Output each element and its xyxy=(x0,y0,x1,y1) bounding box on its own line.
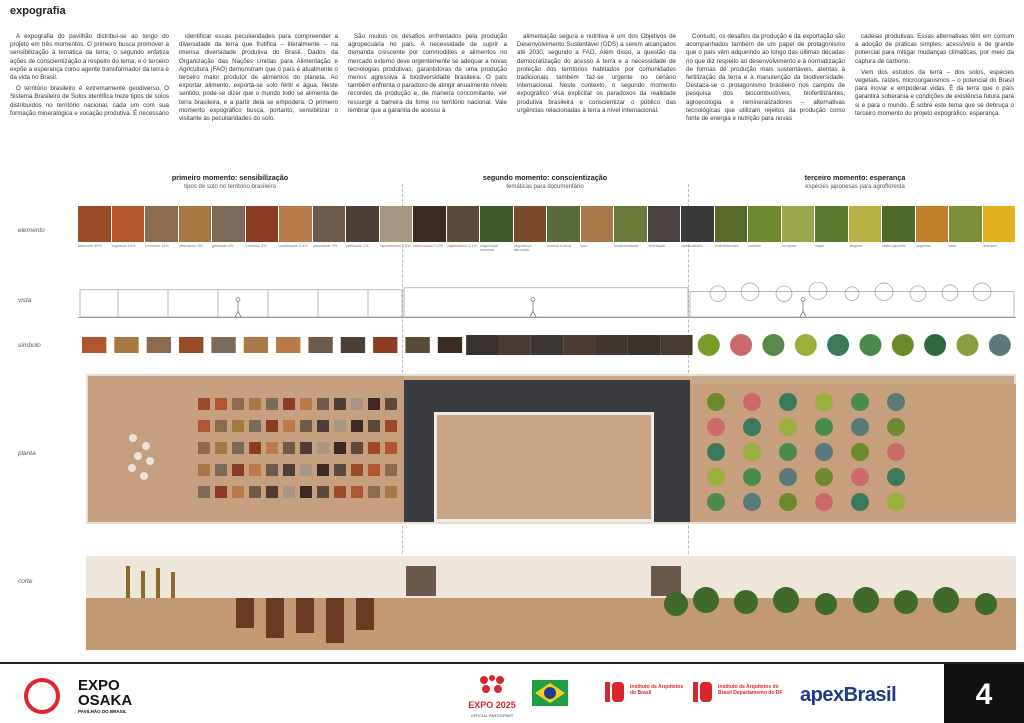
soil-block xyxy=(266,442,278,454)
soil-block xyxy=(317,398,329,410)
paragraph: identificar essas peculiaridades para compreender a diversidade da terra que frutifica – literalmente – na imensa diversidade produtiva do Brasil. Dados da Organização das Nações Unidas para Alimentação e Agricultura (FAO) demonstram que o país é atualmente o terceiro maior produtor de alimentos do planeta. Ao exportar alimento, exporta-se solo fértil e água. Neste sentido, pode-se dizer que o mundo todo se alimenta de terra brasileira, e a partir dela se empodera. O primeiro momento expográfico busca, portanto, sensibilizar o visitante às peculiaridades do solo. xyxy=(179,33,338,122)
element-label: segurança alimentar xyxy=(513,244,532,253)
soil-block xyxy=(283,398,295,410)
element-label: dekopon xyxy=(982,244,998,248)
soil-block xyxy=(266,420,278,432)
soil-block xyxy=(368,420,380,432)
plant-crown xyxy=(851,393,869,411)
element-label: nogueira xyxy=(915,244,931,248)
element-label: gleissolo 4% xyxy=(212,244,234,248)
expo-label: EXPO xyxy=(78,677,120,694)
iab-brasil-logo xyxy=(604,678,684,708)
soil-block xyxy=(198,442,210,454)
element-label: cedro japonês xyxy=(882,244,906,248)
plan-zone-conscientizacao xyxy=(404,380,690,522)
text-columns xyxy=(10,33,1014,163)
soil-block xyxy=(385,442,397,454)
page-number: 4 xyxy=(944,664,1024,723)
soil-block xyxy=(283,464,295,476)
symbol-swatch xyxy=(892,334,914,356)
soil-block xyxy=(283,486,295,498)
plant-crown xyxy=(707,393,725,411)
element-label: caqui xyxy=(815,244,825,248)
element-label: cerejeira xyxy=(781,244,797,248)
symbol-swatch xyxy=(438,337,462,353)
plant-crown xyxy=(779,418,797,436)
plant-crown xyxy=(815,468,833,486)
plant-crown xyxy=(887,393,905,411)
row-label-simbolo: símbolo xyxy=(18,342,41,349)
text-column-5 xyxy=(686,33,845,163)
projection-room xyxy=(434,412,654,522)
expo-osaka-wordmark xyxy=(78,678,132,715)
symbol-swatch xyxy=(762,334,784,356)
element-image xyxy=(447,206,481,242)
element-image xyxy=(614,206,648,242)
element-label: organossolo 0,1% xyxy=(446,244,477,248)
moment-title: segundo momento: conscientização xyxy=(482,173,608,182)
moment-1-heading xyxy=(150,173,310,190)
paragraph: alimentação segura e nutritiva é um dos Objetivos de Desenvolvimento Sustentável (ODS) a serem alcançados até 2030, segundo a FAO. Além disso, a questão da democratização do acesso à terra e a necessidade de proteção dos territórios habitados por comunidades tradicionais também faz-se urgente no cenário internacional. Neste contexto, o segundo momento expográfico visa explicitar os paradoxos da realidade produtiva brasileira e conscientizar o público das urgências relacionadas à terra a nível internacional. xyxy=(517,33,676,114)
expo-2025-text: EXPO 2025 xyxy=(468,700,516,710)
soil-block xyxy=(232,464,244,476)
text-column-6 xyxy=(855,33,1014,163)
soil-block xyxy=(351,398,363,410)
element-image xyxy=(112,206,146,242)
soil-block xyxy=(300,486,312,498)
symbol-swatch xyxy=(563,335,595,355)
soil-block xyxy=(215,442,227,454)
element-image xyxy=(815,206,849,242)
soil-block xyxy=(215,398,227,410)
plant-crown xyxy=(779,393,797,411)
soil-block xyxy=(351,420,363,432)
symbol-swatch xyxy=(956,334,978,356)
plan-zone-sensibilizacao xyxy=(88,376,404,522)
soil-block xyxy=(334,442,346,454)
paragraph: São muitos os desafios enfrentados pela produção agropecuária no país. A necessidade de suprir a demanda crescente por commodities e alimentos no mercado externo deve urgentemente se adequar a novas tecnologias produtivas, garantidoras de uma produção menos agressiva à biodiversidade brasileira. O país também enfrenta o paradoxo de atingir anualmente níveis recordes de produção e, de maneira concomitante, ver ressurgir a barreira da fome no território nacional. Vale lembrar que a garantia de acesso à xyxy=(348,33,507,114)
plant-crown xyxy=(887,468,905,486)
element-image xyxy=(313,206,347,242)
plant-beds-plan xyxy=(690,384,1016,522)
soil-block xyxy=(249,464,261,476)
plant-crown xyxy=(743,443,761,461)
symbol-swatch xyxy=(179,337,203,353)
symbol-swatch xyxy=(114,337,138,353)
moment-title: terceiro momento: esperança xyxy=(804,173,906,182)
plant-crown xyxy=(707,443,725,461)
moment-subtitle: tipos de solo no território brasileiro xyxy=(184,184,276,190)
row-label-vista: vista xyxy=(18,297,32,304)
symbol-swatch xyxy=(730,334,752,356)
element-image xyxy=(179,206,213,242)
plant-crown xyxy=(707,418,725,436)
expo-2025-mark-icon xyxy=(478,674,506,696)
soil-block xyxy=(198,420,210,432)
official-participant: OFFICIAL PARTICIPANT xyxy=(470,714,514,718)
element-image xyxy=(648,206,682,242)
element-image xyxy=(882,206,916,242)
element-label: segurança nacional xyxy=(480,244,498,253)
soil-block xyxy=(215,420,227,432)
row-label-elemento: elemento xyxy=(18,227,45,234)
element-label: neossolo 14% xyxy=(145,244,169,248)
element-image xyxy=(413,206,447,242)
text-column-1 xyxy=(10,33,169,163)
paragraph: cadeias produtivas. Essas alternativas têm em comum a adoção de práticas simples, acessíveis e de grande potencial para mitigar mudanças climáticas, por meio da captura de carbono. xyxy=(855,33,1014,65)
footer xyxy=(0,662,1024,723)
row-label-planta: planta xyxy=(18,450,36,457)
plant-crown xyxy=(779,468,797,486)
text-column-2 xyxy=(179,33,338,163)
element-image xyxy=(916,206,950,242)
symbol-swatch xyxy=(373,337,397,353)
symbol-swatch xyxy=(211,337,235,353)
element-label: acesso à terra xyxy=(547,244,572,248)
element-image xyxy=(715,206,749,242)
element-label: nêspera xyxy=(848,244,863,248)
element-image xyxy=(782,206,816,242)
element-image xyxy=(380,206,414,242)
apexbrasil-logo: apexBrasil xyxy=(800,684,897,706)
plant-crown xyxy=(815,418,833,436)
element-label: bokashi xyxy=(748,244,762,248)
symbol-swatch xyxy=(498,335,530,355)
symbol-swatch xyxy=(989,334,1011,356)
expo-osaka-logo-icon xyxy=(22,676,62,716)
soil-block xyxy=(368,464,380,476)
expo-2025-logo xyxy=(456,674,528,718)
symbol-swatch xyxy=(628,335,660,355)
soil-block xyxy=(334,464,346,476)
soil-block xyxy=(232,398,244,410)
plant-crown xyxy=(743,393,761,411)
element-image xyxy=(849,206,883,242)
iab-df-logo xyxy=(692,678,792,708)
symbol-strip xyxy=(78,333,1016,357)
moment-3-heading xyxy=(775,173,935,190)
soil-block xyxy=(368,398,380,410)
section-drawing xyxy=(86,556,1016,650)
soil-block xyxy=(385,420,397,432)
plant-crown xyxy=(851,468,869,486)
iab-df-text: Instituto de Arquitetos do Brasil Departamento do DF xyxy=(718,684,783,696)
osaka-label: OSAKA xyxy=(78,692,133,709)
plant-crown xyxy=(851,418,869,436)
iab-brasil-text: Instituto de Arquitetos do Brasil xyxy=(630,684,684,696)
symbol-swatch xyxy=(405,337,429,353)
soil-block xyxy=(249,398,261,410)
floor-plan xyxy=(86,374,1016,524)
elevation-drawing xyxy=(78,282,1016,317)
moment-2-heading xyxy=(465,173,625,190)
element-label: biofertilizantes xyxy=(714,244,739,248)
element-image xyxy=(480,206,514,242)
element-image xyxy=(212,206,246,242)
plant-crown xyxy=(779,443,797,461)
pavilion-label: PAVILHÃO DO BRASIL xyxy=(78,709,127,714)
element-label: latossolo 39% xyxy=(78,244,102,248)
symbol-swatch xyxy=(308,337,332,353)
element-label: plintossolo 5% xyxy=(178,244,203,248)
plan-zone-esperanca xyxy=(690,384,1016,522)
plant-crown xyxy=(743,468,761,486)
soil-block xyxy=(317,486,329,498)
symbol-swatch xyxy=(660,335,692,355)
symbol-swatch xyxy=(827,334,849,356)
element-label: chernossolo 0,2% xyxy=(413,244,444,248)
symbol-swatch xyxy=(466,335,498,355)
element-image xyxy=(279,206,313,242)
symbol-swatch xyxy=(276,337,300,353)
element-label: cambissolo 2,4% xyxy=(279,244,308,248)
soil-block xyxy=(232,486,244,498)
soil-block xyxy=(266,464,278,476)
iab-mark-icon xyxy=(604,678,626,704)
element-image xyxy=(681,206,715,242)
plant-crown xyxy=(851,443,869,461)
element-label: combustíveis xyxy=(681,244,704,248)
plant-crown xyxy=(779,493,797,511)
soil-block xyxy=(198,398,210,410)
element-label: planossolo 2% xyxy=(312,244,338,248)
element-image xyxy=(145,206,179,242)
symbol-swatch xyxy=(244,337,268,353)
moment-subtitle: temáticas para documentário xyxy=(506,184,584,190)
soil-block xyxy=(198,464,210,476)
plant-crown xyxy=(851,493,869,511)
element-image xyxy=(514,206,548,242)
soil-block xyxy=(266,398,278,410)
soil-block xyxy=(300,442,312,454)
plant-crown xyxy=(707,468,725,486)
symbol-swatch xyxy=(795,334,817,356)
soil-block xyxy=(266,486,278,498)
plant-crown xyxy=(815,443,833,461)
symbol-swatch xyxy=(859,334,881,356)
flag-drawing xyxy=(532,680,568,706)
soil-block xyxy=(334,420,346,432)
soil-block xyxy=(334,398,346,410)
moment-title: primeiro momento: sensibilização xyxy=(171,173,289,182)
soil-block xyxy=(198,486,210,498)
soil-block xyxy=(351,464,363,476)
element-label: solo xyxy=(580,244,588,248)
soil-block xyxy=(249,420,261,432)
symbol-swatch xyxy=(341,337,365,353)
element-image xyxy=(581,206,615,242)
element-image xyxy=(246,206,280,242)
soil-block xyxy=(385,398,397,410)
element-image xyxy=(983,206,1017,242)
plant-crown xyxy=(887,443,905,461)
soil-block xyxy=(249,486,261,498)
soil-block xyxy=(317,464,329,476)
element-label: vertissolo 2% xyxy=(346,244,369,248)
symbol-swatch xyxy=(596,335,628,355)
element-image xyxy=(78,206,112,242)
plant-crown xyxy=(887,493,905,511)
soil-block xyxy=(232,442,244,454)
element-label: espodossolo 1,5% xyxy=(379,244,411,248)
soil-block xyxy=(368,442,380,454)
paragraph: O território brasileiro é extremamente geodiverso. O Sistema Brasileiro de Solos identifica treze tipos de solos distribuídos no território nacional, cada um com sua formação mineralógica e vocação produtiva. É necessário xyxy=(10,85,169,117)
element-label: luvissolo 3% xyxy=(245,244,267,248)
moment-subtitle: espécies japonesas para agrofloresta xyxy=(805,184,905,190)
plant-crown xyxy=(743,418,761,436)
soil-blocks-plan xyxy=(88,376,404,522)
element-label: ume xyxy=(949,244,957,248)
soil-block xyxy=(385,464,397,476)
element-label: mineração xyxy=(647,244,666,248)
paragraph: Vem dos estudos da terra – dos solos, espécies vegetais, raízes, microorganismos – o potencial do Brasil para inovar e empoderar vidas. É da terra que o país garantirá soberania e condições de existência futura para si e para o mundo. É sobre este tema que se debruça o terceiro momento do projeto expográfico: esperança. xyxy=(855,68,1014,117)
plant-crown xyxy=(815,493,833,511)
paragraph: A expografia do pavilhão distribui-se ao longo do projeto em três momentos. O primeiro busca promover a sensibilização à temática da terra; o segundo enfatiza ações de conscientização a respeito do tema; e o terceiro expõe a esperança como agente transformador da terra e da vida no Brasil. xyxy=(10,33,169,81)
element-image xyxy=(748,206,782,242)
soil-block xyxy=(300,464,312,476)
soil-block xyxy=(385,486,397,498)
element-image xyxy=(547,206,581,242)
soil-block xyxy=(300,420,312,432)
soil-block xyxy=(215,464,227,476)
element-image xyxy=(949,206,983,242)
iab-mark-icon xyxy=(692,678,714,704)
symbol-swatch xyxy=(82,337,106,353)
row-label-corte: corte xyxy=(18,578,33,585)
paragraph: Contudo, os desafios da produção e da exportação são acompanhados também de um papel de protagonismo que o país vêm adquirindo ao longo das últimas décadas no que diz respeito ao desenvolvimento e à normatização de formas de produção mais sustentáveis, atentas à fertilização da terra e à manutenção da biodiversidade. Destaca-se o protagonismo brasileiro nos campos de pesquisa dos biocombustíveis, biofertilizantes, agroecologia e remineralizadores – alternativas tecnológicas que utilizam rejeitos da produção como fonte de energia e nutrição para novas xyxy=(686,33,845,122)
vista-elevation xyxy=(78,282,1016,318)
soil-block xyxy=(334,486,346,498)
element-label: biodiversidade xyxy=(614,244,639,248)
text-column-3 xyxy=(348,33,507,163)
section-cut xyxy=(86,556,1016,650)
element-image-strip xyxy=(78,206,1016,242)
brazil-flag-icon xyxy=(532,680,568,706)
symbol-swatch xyxy=(531,335,563,355)
symbol-swatch xyxy=(698,334,720,356)
plant-crown xyxy=(887,418,905,436)
plant-crown xyxy=(743,493,761,511)
soil-block xyxy=(283,442,295,454)
soil-block xyxy=(351,442,363,454)
plant-crown xyxy=(707,493,725,511)
text-column-4 xyxy=(517,33,676,163)
element-label: argissolo 24% xyxy=(111,244,136,248)
symbol-swatch xyxy=(147,337,171,353)
soil-block xyxy=(351,486,363,498)
soil-block xyxy=(300,398,312,410)
soil-block xyxy=(232,420,244,432)
symbol-swatch xyxy=(924,334,946,356)
soil-block xyxy=(368,486,380,498)
soil-block xyxy=(215,486,227,498)
soil-block xyxy=(283,420,295,432)
soil-block xyxy=(249,442,261,454)
page-title: expografia xyxy=(10,5,66,17)
plant-crown xyxy=(815,393,833,411)
soil-block xyxy=(317,420,329,432)
soil-block xyxy=(317,442,329,454)
element-label-strip xyxy=(78,244,1016,258)
element-image xyxy=(346,206,380,242)
